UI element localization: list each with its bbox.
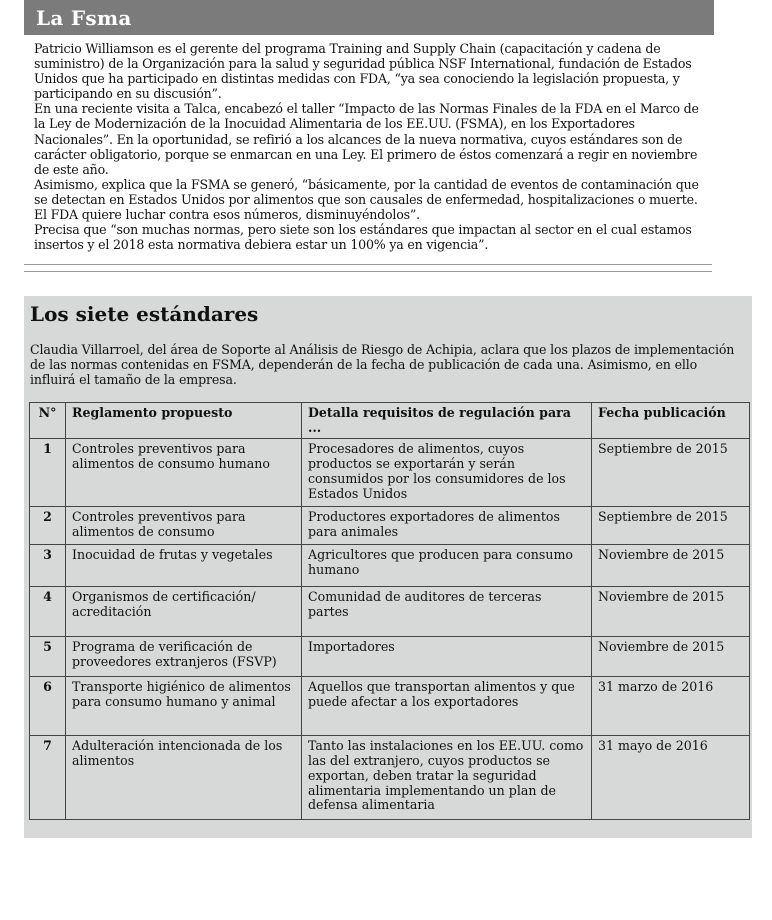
table-row: [30, 676, 750, 735]
row-date: 31 marzo de 2016: [592, 676, 750, 735]
header-requirements: Detalla requisitos de regulación para ...: [302, 403, 592, 439]
fsma-body: [24, 35, 714, 252]
row-requirements: Tanto las instalaciones en los EE.UU. como las del extranjero, cuyos productos se exportan, deben tratar la seguridad alimentaria implementando un plan de defensa alimentaria: [302, 735, 592, 819]
table-row: [30, 586, 750, 636]
standards-section: [24, 296, 752, 838]
fsma-title: La Fsma: [36, 5, 132, 30]
row-number: 2: [30, 506, 66, 544]
row-number: 5: [30, 636, 66, 676]
row-requirements: Procesadores de alimentos, cuyos productos se exportarán y serán consumidos por los consumidores de los Estados Unidos: [302, 438, 592, 506]
fsma-section: [24, 0, 714, 252]
row-date: Noviembre de 2015: [592, 544, 750, 586]
table-row: [30, 636, 750, 676]
row-regulation: Inocuidad de frutas y vegetales: [66, 544, 302, 586]
table-row: [30, 544, 750, 586]
standards-title: Los siete estándares: [30, 302, 259, 326]
row-date: Noviembre de 2015: [592, 636, 750, 676]
row-regulation: Adulteración intencionada de los alimentos: [66, 735, 302, 819]
fsma-paragraph: Precisa que “son muchas normas, pero siete son los estándares que impactan al sector en el cual estamos insertos y el 2018 esta normativa debiera estar un 100% ya en vigencia”.: [34, 222, 692, 253]
row-regulation: Programa de verificación de proveedores extranjeros (FSVP): [66, 636, 302, 676]
table-row: [30, 506, 750, 544]
fsma-paragraph: En una reciente visita a Talca, encabezó el taller “Impacto de las Normas Finales de la FDA en el Marco de la Ley de Modernización de la Inocuidad Alimentaria de los EE.UU. (FSMA), en los Exportadores Nacionales”. En la oportunidad, se refirió a los alcances de la nueva normativa, cuyos estándares son de carácter obligatorio, porque se enmarcan en una Ley. El primero de éstos comenzará a regir en noviembre de este año.: [34, 101, 699, 177]
row-regulation: Transporte higiénico de alimentos para consumo humano y animal: [66, 676, 302, 735]
row-date: Septiembre de 2015: [592, 438, 750, 506]
row-date: Septiembre de 2015: [592, 506, 750, 544]
row-date: Noviembre de 2015: [592, 586, 750, 636]
table-row: [30, 438, 750, 506]
header-date: Fecha publicación: [592, 403, 750, 439]
row-date: 31 mayo de 2016: [592, 735, 750, 819]
standards-intro: Claudia Villarroel, del área de Soporte al Análisis de Riesgo de Achipia, aclara que los plazos de implementación de las normas contenidas en FSMA, dependerán de la fecha de publicación de cada una. Asimismo, en ello influirá el tamaño de la empresa.: [30, 342, 735, 387]
fsma-header: [24, 0, 714, 35]
standards-table: [29, 402, 750, 820]
table-header-row: [30, 403, 750, 439]
row-number: 7: [30, 735, 66, 819]
row-regulation: Organismos de certificación/ acreditación: [66, 586, 302, 636]
row-requirements: Importadores: [302, 636, 592, 676]
row-requirements: Productores exportadores de alimentos para animales: [302, 506, 592, 544]
fsma-paragraph: Asimismo, explica que la FSMA se generó, “básicamente, por la cantidad de eventos de contaminación que se detectan en Estados Unidos por alimentos que son causales de enfermedad, hospitalizaciones o muerte. El FDA quiere luchar contra esos números, disminuyéndolos”.: [34, 176, 699, 223]
row-number: 3: [30, 544, 66, 586]
row-requirements: Aquellos que transportan alimentos y que puede afectar a los exportadores: [302, 676, 592, 735]
section-divider-bottom: [24, 271, 712, 272]
row-number: 4: [30, 586, 66, 636]
row-number: 1: [30, 438, 66, 506]
section-divider-top: [24, 264, 712, 265]
header-number: N°: [30, 403, 66, 439]
row-number: 6: [30, 676, 66, 735]
table-row: [30, 735, 750, 819]
row-regulation: Controles preventivos para alimentos de consumo humano: [66, 438, 302, 506]
row-requirements: Agricultores que producen para consumo humano: [302, 544, 592, 586]
row-regulation: Controles preventivos para alimentos de consumo: [66, 506, 302, 544]
row-requirements: Comunidad de auditores de terceras partes: [302, 586, 592, 636]
fsma-paragraph: Patricio Williamson es el gerente del programa Training and Supply Chain (capacitación y cadena de suministro) de la Organización para la salud y seguridad pública NSF International, fundación de Estados Unidos que ha participado en distintas medidas con FDA, “ya sea conociendo la legislación propuesta, y participando en su discusión”.: [34, 41, 692, 102]
header-regulation: Reglamento propuesto: [66, 403, 302, 439]
